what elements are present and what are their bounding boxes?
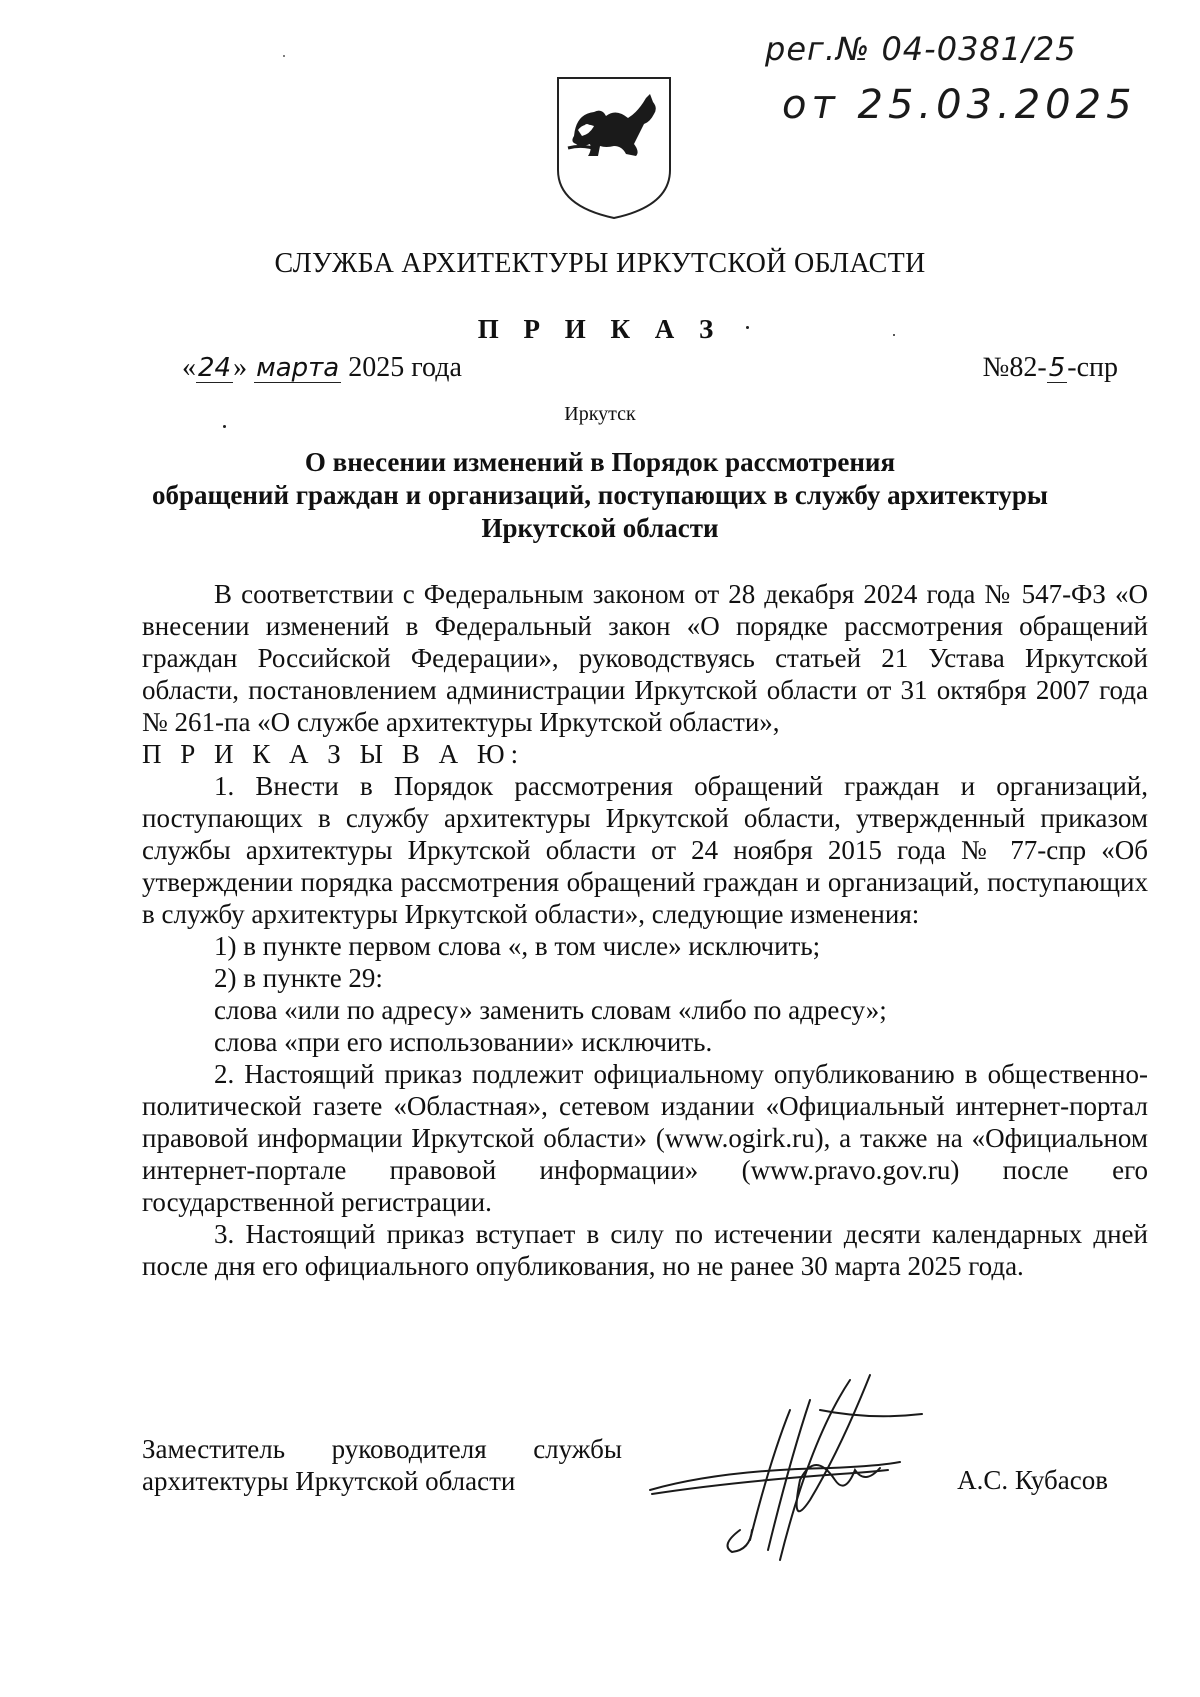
signatory-position — [142, 1433, 622, 1497]
coat-of-arms-emblem — [554, 74, 674, 222]
item-3-paragraph: 3. Настоящий приказ вступает в силу по истечении десяти календарных дней после дня его официального опубликования, но не ранее 30 марта 2025 года. — [142, 1219, 1148, 1281]
number-handwritten: 5 — [1048, 353, 1066, 383]
document-type: П Р И К А З — [477, 314, 723, 344]
handwritten-signature — [640, 1370, 940, 1580]
number-prefix: №82- — [982, 352, 1047, 383]
position-word: Заместитель — [142, 1434, 286, 1464]
title-line: Иркутской области — [481, 513, 719, 543]
item-1-1-paragraph: 1) в пункте первом слова «, в том числе» исключить; — [214, 931, 821, 961]
item-1-paragraph: 1. Внести в Порядок рассмотрения обращений граждан и организаций, поступающих в службу архитектуры Иркутской области, утвержденный приказом службы архитектуры Иркутской области от 24 ноября 2015 года № 77-спр «Об утверждении порядка рассмотрения обращений граждан и организаций, поступающих в службу архитектуры Иркутской области», следующие изменения: — [142, 771, 1148, 929]
date-close-quote: » — [233, 352, 248, 383]
title-line: О внесении изменений в Порядок рассмотрения — [304, 447, 896, 477]
order-word: П Р И К А З Ы В А Ю: — [142, 739, 525, 769]
position-line: архитектуры Иркутской области — [142, 1466, 516, 1496]
document-number — [983, 352, 1118, 384]
speck — [893, 334, 895, 336]
item-1-2a-paragraph: слова «или по адресу» заменить словам «либо по адресу»; — [214, 995, 887, 1025]
item-1-2b-paragraph: слова «при его использовании» исключить. — [214, 1027, 713, 1057]
speck — [223, 425, 226, 428]
number-suffix: -спр — [1067, 352, 1118, 383]
speck — [283, 55, 285, 57]
city-name: Иркутск — [564, 403, 636, 425]
organization-name: СЛУЖБА АРХИТЕКТУРЫ ИРКУТСКОЙ ОБЛАСТИ — [274, 248, 926, 279]
speck — [746, 326, 749, 329]
title-line: обращений граждан и организаций, поступающих в службу архитектуры — [152, 480, 1048, 510]
position-word: службы — [533, 1434, 622, 1464]
document-title — [150, 446, 1050, 545]
item-2-paragraph: 2. Настоящий приказ подлежит официальному опубликованию в общественно-политической газете «Областная», сетевом издании «Официальный интернет-портал правовой информации Иркутской области» (www.ogirk.ru), а также на «Официальном интернет-портале правовой информации» (www.pravo.gov.ru) после его государственной регистрации. — [142, 1059, 1148, 1217]
date-year: 2025 года — [348, 352, 462, 383]
date-day-handwritten: 24 — [198, 353, 232, 383]
registration-number: рег.№ 04-0381/25 — [765, 30, 1077, 68]
document-body — [142, 578, 1148, 1282]
signatory-name: А.С. Кубасов — [957, 1465, 1108, 1495]
date-month-handwritten: марта — [256, 353, 340, 383]
document-date — [182, 352, 462, 384]
date-open-quote: « — [182, 352, 196, 383]
position-word: руководителя — [331, 1434, 487, 1464]
registration-date: от 25.03.2025 — [782, 82, 1137, 128]
preamble-paragraph: В соответствии с Федеральным законом от 28 декабря 2024 года № 547-ФЗ «О внесении изменений в Федеральный закон «О порядке рассмотрения обращений граждан Российской Федерации», руководствуясь статьей 21 Устава Иркутской области, постановлением администрации Иркутской области от 31 октября 2007 года № 261-па «О службе архитектуры Иркутской области», — [142, 579, 1148, 737]
item-1-2-paragraph: 2) в пункте 29: — [214, 963, 383, 993]
